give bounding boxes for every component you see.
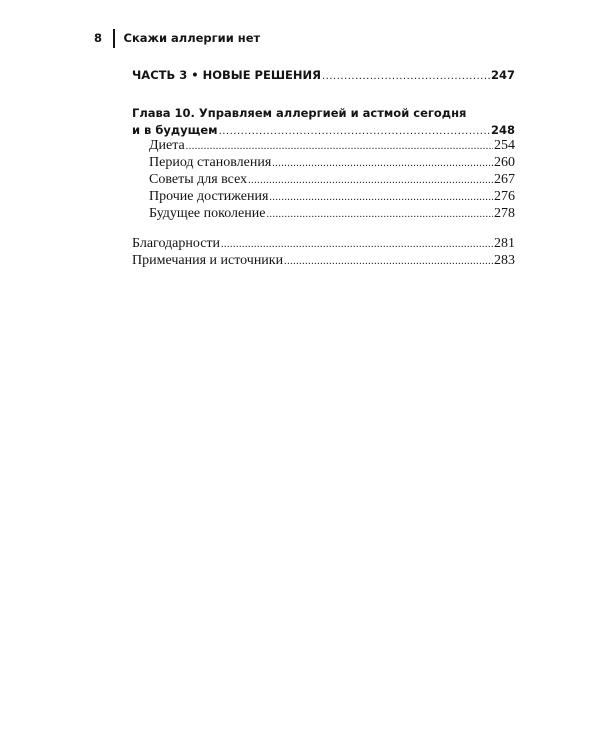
dot-leader: [266, 206, 493, 222]
part-page: 247: [490, 68, 515, 82]
section-page: 278: [494, 206, 515, 221]
toc-section-entry: [149, 155, 515, 171]
backmatter-title: Благодарности: [132, 236, 221, 251]
chapter-title-line2: и в будущем: [132, 123, 218, 137]
section-page: 276: [494, 189, 515, 204]
running-head: [94, 28, 260, 48]
section-page: 254: [494, 138, 515, 153]
section-page: 260: [494, 155, 515, 170]
dot-leader: [186, 138, 493, 154]
toc-section-entry: [149, 172, 515, 188]
toc-section-entry: [149, 189, 515, 205]
dot-leader: [221, 236, 493, 252]
dot-leader: [284, 253, 493, 269]
backmatter-page: 281: [494, 236, 515, 251]
toc-part-entry: [132, 68, 515, 82]
header-divider: [113, 29, 115, 48]
part-title: ЧАСТЬ 3 • НОВЫЕ РЕШЕНИЯ: [132, 68, 321, 82]
section-title: Прочие достижения: [149, 189, 269, 204]
page-number: 8: [94, 31, 103, 45]
backmatter-page: 283: [494, 253, 515, 268]
dot-leader: [248, 172, 493, 188]
toc-chapter-entry: [132, 123, 515, 137]
dot-leader: [219, 123, 490, 137]
section-page: 267: [494, 172, 515, 187]
dot-leader: [269, 189, 493, 205]
toc-backmatter-entry: [132, 236, 515, 252]
chapter-page: 248: [490, 123, 515, 137]
section-title: Период становления: [149, 155, 272, 170]
dot-leader: [322, 68, 490, 82]
book-title: Скажи аллергии нет: [123, 31, 261, 45]
section-title: Советы для всех: [149, 172, 248, 187]
section-title: Диета: [149, 138, 185, 153]
backmatter-title: Примечания и источники: [132, 253, 284, 268]
toc-section-entry: [149, 206, 515, 222]
toc-section-entry: [149, 138, 515, 154]
dot-leader: [272, 155, 493, 171]
section-title: Будущее поколение: [149, 206, 266, 221]
toc-backmatter-entry: [132, 253, 515, 269]
chapter-title-line1: Глава 10. Управляем аллергией и астмой сегодня: [132, 106, 467, 120]
